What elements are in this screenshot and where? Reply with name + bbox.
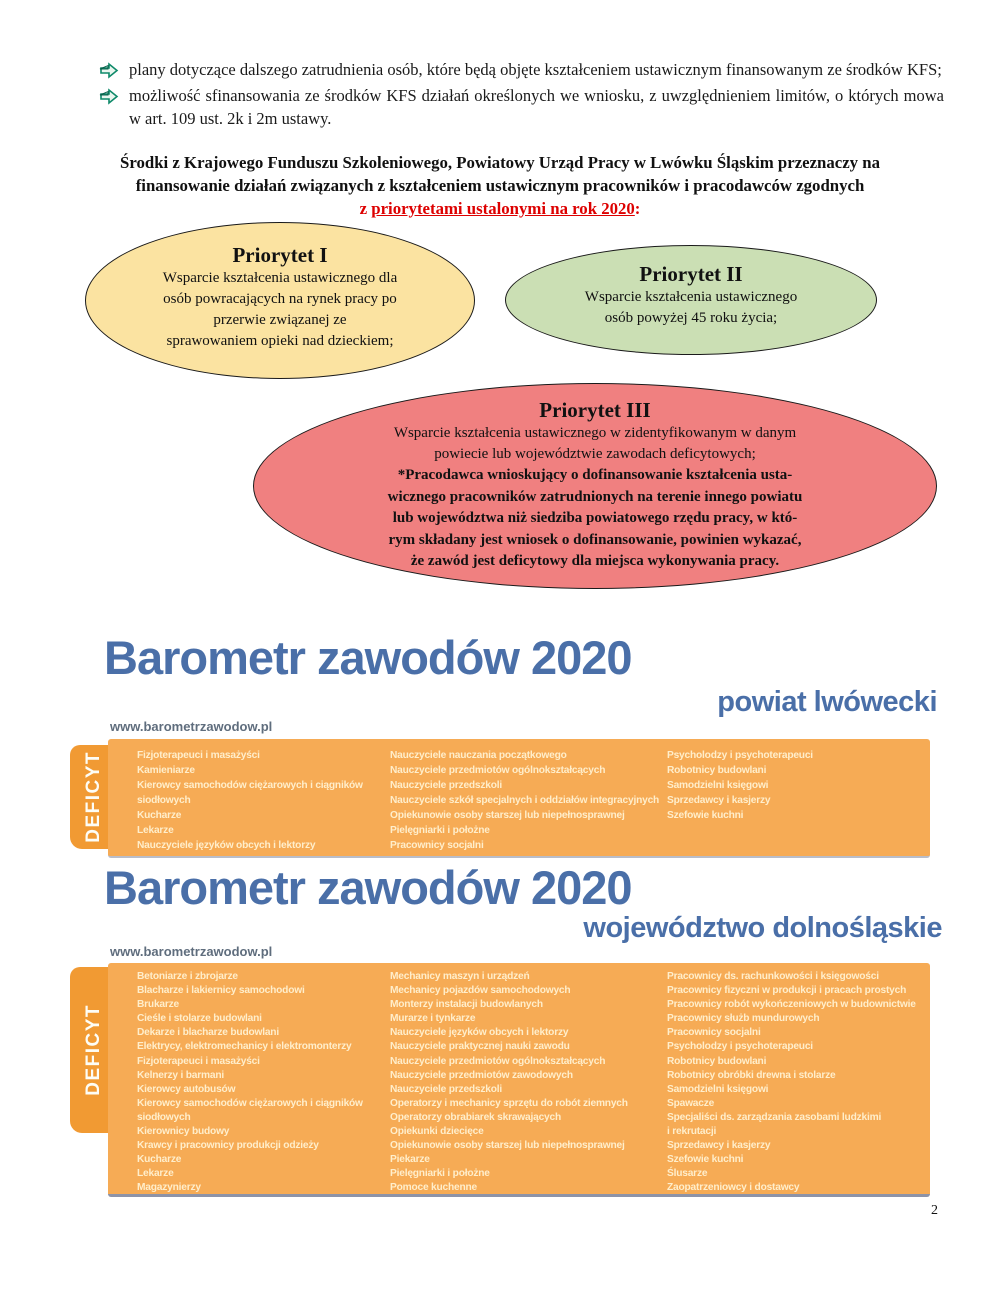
occupation-line: Kucharze: [137, 1154, 182, 1166]
occupation-line: Nauczyciele praktycznej nauki zawodu: [390, 1041, 570, 1053]
text-line: rym składany jest wniosek o dofinansowanie, powinien wykazać,: [388, 531, 802, 548]
deficit-label: DEFICYT: [83, 1004, 104, 1096]
bullet-text: możliwość sfinansowania ze środków KFS działań określonych we wniosku, z uwzględnieniem limitów, o których mowa w art. 109 ust. 2k i 2m ustawy.: [129, 86, 944, 128]
occupation-line: Pracownicy socjalni: [667, 1027, 761, 1039]
occupation-line: Mechanicy pojazdów samochodowych: [390, 985, 571, 997]
bullet-item: [98, 58, 944, 84]
occupation-line: Nauczyciele przedmiotów ogólnokształcących: [390, 765, 606, 776]
priority-3-bold-text: [388, 465, 803, 573]
occupation-line: Specjaliści ds. zarządzania zasobami ludzkimi: [667, 1111, 882, 1123]
priority-2-ellipse: [505, 245, 877, 355]
occupation-line: Kamieniarze: [137, 765, 195, 776]
occupation-line: siodłowych: [137, 1111, 191, 1123]
occupation-line: Szefowie kuchni: [667, 810, 744, 821]
text-line: Wsparcie kształcenia ustawicznego: [584, 289, 798, 305]
occupation-line: Samodzielni księgowi: [667, 780, 769, 791]
occupation-line: Szefowie kuchni: [667, 1154, 744, 1166]
priority-3-ellipse: [253, 383, 937, 589]
bullet-list: [98, 58, 944, 130]
priority-1-ellipse: [85, 222, 475, 379]
occupation-line: Kelnerzy i barmani: [137, 1069, 224, 1081]
occupation-line: Operatorzy obrabiarek skrawających: [390, 1111, 562, 1123]
occupation-line: Robotnicy obróbki drewna i stolarze: [667, 1069, 836, 1081]
occupation-column-1: [137, 970, 389, 1196]
occupation-line: Nauczyciele języków obcych i lektorzy: [390, 1027, 569, 1039]
occupation-column-3: [667, 748, 929, 823]
priority-1-text: [163, 268, 397, 352]
occupation-line: Murarze i tynkarze: [390, 1013, 476, 1025]
occupation-line: Mechanicy maszyn i urządzeń: [390, 971, 530, 982]
occupation-line: Krawcy i pracownicy produkcji odzieży: [137, 1140, 319, 1152]
occupation-line: Robotnicy budowlani: [667, 1055, 767, 1067]
text-line: powiecie lub województwie zawodach deficytowych;: [434, 446, 756, 462]
occupation-line: Pracownicy fizyczni w produkcji i pracach prostych: [667, 985, 907, 997]
occupation-line: Kucharze: [137, 810, 182, 821]
text-line: finansowanie działań związanych z kształceniem ustawicznym pracowników i pracodawców zgodnych: [135, 176, 865, 195]
barometer-2-website: www.barometrzawodow.pl: [110, 944, 273, 959]
priorities-2020-link[interactable]: priorytetami ustalonymi na rok 2020: [371, 199, 635, 218]
priority-3-title: Priorytet III: [539, 398, 651, 422]
text-line: że zawód jest deficytowy dla miejsca wykonywania pracy.: [410, 553, 780, 569]
occupation-line: Sprzedawcy i kasjerzy: [667, 1140, 771, 1152]
barometer-1-title: Barometr zawodów 2020: [104, 631, 632, 684]
occupation-line: Cieśle i stolarze budowlani: [137, 1013, 262, 1025]
occupation-line: Ślusarze: [667, 1168, 708, 1180]
text-line: wicznego pracowników zatrudnionych na terenie innego powiatu: [387, 488, 803, 505]
occupation-line: Piekarze: [390, 1154, 430, 1166]
deficit-table-wojewodztwo: [70, 963, 930, 1197]
occupation-line: Pracownicy robót wykończeniowych w budownictwie: [667, 999, 916, 1011]
occupation-line: Kierowcy samochodów ciężarowych i ciągników: [137, 1097, 363, 1109]
text-line: Wsparcie kształcenia ustawicznego w zidentyfikowanym w danym: [393, 425, 797, 441]
occupation-column-3: [667, 970, 929, 1196]
occupation-line: Psycholodzy i psychoterapeuci: [667, 750, 813, 761]
occupation-line: Nauczyciele szkół specjalnych i oddziałów integracyjnych: [390, 795, 660, 806]
occupation-line: Magazynierzy: [137, 1182, 201, 1194]
occupation-line: Opiekunki dziecięce: [390, 1126, 484, 1138]
arrow-right-3d-icon: [98, 62, 120, 84]
occupation-line: Pracownicy socjalni: [390, 840, 484, 851]
occupation-line: Sprzedawcy i kasjerzy: [667, 795, 771, 806]
text-line: osób powyżej 45 roku życia;: [604, 310, 778, 326]
deficit-table-body: [108, 739, 930, 858]
priority-2-text: [585, 287, 797, 329]
priorities-heading: [58, 197, 942, 220]
text-line: Środki z Krajowego Funduszu Szkoleniowego, Powiatowy Urząd Pracy w Lwówku Śląskim przeznaczy na: [120, 153, 880, 172]
occupation-line: siodłowych: [137, 795, 191, 806]
text-line: sprawowaniem opieki nad dzieckiem;: [166, 333, 394, 349]
occupation-line: Kierownicy budowy: [137, 1126, 230, 1138]
priority-1-title: Priorytet I: [232, 243, 328, 267]
occupation-line: Pracownicy ds. rachunkowości i księgowości: [667, 971, 879, 982]
occupation-line: Kierowcy samochodów ciężarowych i ciągników: [137, 780, 363, 791]
red-prefix: z: [359, 199, 372, 218]
intro-paragraph: [58, 151, 942, 220]
occupation-line: Robotnicy budowlani: [667, 765, 767, 776]
occupation-line: Lekarze: [137, 1168, 174, 1180]
deficit-label: DEFICYT: [83, 751, 104, 843]
occupation-line: Pomoce kuchenne: [390, 1182, 478, 1194]
priority-2-title: Priorytet II: [639, 262, 743, 286]
occupation-line: Nauczyciele przedmiotów zawodowych: [390, 1069, 573, 1081]
occupation-line: Nauczyciele nauczania początkowego: [390, 750, 567, 761]
occupation-line: Fizjoterapeuci i masażyści: [137, 1055, 260, 1067]
occupation-line: Betoniarze i zbrojarze: [137, 971, 238, 982]
occupation-column-1: [137, 748, 389, 853]
occupation-line: i rekrutacji: [667, 1126, 717, 1138]
occupation-line: Elektrycy, elektromechanicy i elektromonterzy: [137, 1041, 352, 1053]
occupation-line: Pielęgniarki i położne: [390, 1168, 490, 1180]
deficit-table-powiat: [70, 739, 930, 858]
occupation-line: Nauczyciele przedmiotów ogólnokształcących: [390, 1055, 606, 1067]
occupation-line: Zaopatrzeniowcy i dostawcy: [667, 1182, 800, 1194]
occupation-line: Brukarze: [137, 999, 180, 1011]
barometer-1-subtitle: powiat lwówecki: [717, 686, 937, 718]
occupation-line: Fizjoterapeuci i masażyści: [137, 750, 260, 761]
occupation-line: Pielęgniarki i położne: [390, 825, 490, 836]
barometer-2-title: Barometr zawodów 2020: [104, 861, 632, 914]
occupation-line: Spawacze: [667, 1097, 715, 1109]
occupation-line: Kierowcy autobusów: [137, 1083, 236, 1095]
text-line: przerwie związanej ze: [213, 312, 347, 328]
occupation-line: Nauczyciele przedszkoli: [390, 780, 503, 791]
text-line: lub województwa niż siedziba powiatowego rzędu pracy, w któ-: [392, 510, 798, 526]
occupation-line: Blacharze i lakiernicy samochodowi: [137, 985, 305, 997]
occupation-line: Samodzielni księgowi: [667, 1083, 769, 1095]
occupation-column-2: [390, 748, 666, 853]
occupation-line: Operatorzy i mechanicy sprzętu do robót ziemnych: [390, 1097, 628, 1109]
occupation-line: Dekarze i blacharze budowlani: [137, 1027, 279, 1039]
text-line: osób powracających na rynek pracy po: [163, 291, 397, 307]
occupation-line: Lekarze: [137, 825, 174, 836]
priority-3-text: [394, 423, 796, 465]
deficit-table-body: [108, 963, 930, 1197]
bullet-item: [98, 84, 944, 130]
occupation-line: Nauczyciele przedszkoli: [390, 1083, 503, 1095]
intro-bold-lines: [58, 151, 942, 197]
occupation-line: Psycholodzy i psychoterapeuci: [667, 1041, 813, 1053]
page-number: 2: [931, 1203, 938, 1218]
occupation-line: Nauczyciele języków obcych i lektorzy: [137, 840, 316, 851]
occupation-column-2: [390, 970, 666, 1196]
occupation-line: Opiekunowie osoby starszej lub niepełnosprawnej: [390, 1140, 625, 1152]
bullet-text: plany dotyczące dalszego zatrudnienia osób, które będą objęte kształceniem ustawicznym finansowanym ze środków KFS;: [129, 60, 942, 79]
barometer-2-subtitle: województwo dolnośląskie: [583, 912, 942, 944]
text-line: Wsparcie kształcenia ustawicznego dla: [162, 270, 398, 286]
red-suffix: :: [634, 199, 641, 218]
occupation-line: Pracownicy służb mundurowych: [667, 1013, 820, 1025]
arrow-right-3d-icon: [98, 88, 120, 110]
occupation-line: Opiekunowie osoby starszej lub niepełnosprawnej: [390, 810, 625, 821]
text-line: *Pracodawca wnioskujący o dofinansowanie kształcenia usta-: [397, 467, 793, 483]
occupation-line: Monterzy instalacji budowlanych: [390, 999, 543, 1011]
barometer-1-website: www.barometrzawodow.pl: [110, 719, 273, 734]
